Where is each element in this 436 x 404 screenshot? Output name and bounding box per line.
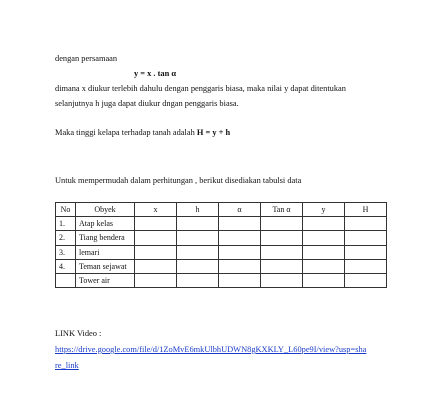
video-link[interactable]: https://drive.google.com/file/d/1ZoMvE6mkUlbhUDWN8gKXKLY_L60pe9I/view?usp=sha: [55, 345, 367, 354]
table-cell: 3.: [56, 245, 76, 259]
table-cell: [303, 217, 345, 231]
table-cell: Tower air: [76, 273, 135, 287]
table-cell: [135, 259, 177, 273]
table-cell: Atap kelas: [76, 217, 135, 231]
table-cell: [345, 273, 387, 287]
paragraph-line: selanjutnya h juga dapat diukur dngan penggaris biasa.: [55, 99, 239, 108]
table-cell: [177, 273, 219, 287]
link-label: LINK Video :: [55, 329, 102, 338]
height-statement-text: Maka tinggi kelapa terhadap tanah adalah: [55, 128, 197, 137]
table-cell: [177, 245, 219, 259]
table-cell: Tiang bendera: [76, 231, 135, 245]
table-cell: [303, 231, 345, 245]
table-header-row: [56, 203, 387, 217]
header-cell: y: [303, 203, 345, 217]
paragraph-line: dimana x diukur terlebih dahulu dengan penggaris biasa, maka nilai y dapat ditentukan: [55, 84, 346, 93]
table-cell: [345, 259, 387, 273]
table-cell: [303, 259, 345, 273]
table-cell: [261, 273, 303, 287]
height-formula: H = y + h: [196, 128, 231, 137]
table-row: [56, 217, 387, 231]
table-cell: [135, 245, 177, 259]
intro-line: dengan persamaan: [55, 54, 118, 63]
table-cell: Teman sejawat: [76, 259, 135, 273]
header-cell: Obyek: [76, 203, 135, 217]
table-cell: [56, 273, 76, 287]
table-cell: lemari: [76, 245, 135, 259]
header-cell: α: [219, 203, 261, 217]
table-cell: [345, 217, 387, 231]
table-cell: [261, 245, 303, 259]
table-cell: [177, 259, 219, 273]
header-cell: h: [177, 203, 219, 217]
height-statement: [55, 127, 230, 138]
table-cell: [261, 259, 303, 273]
header-cell: x: [135, 203, 177, 217]
table-row: [56, 231, 387, 245]
header-cell: Tan α: [261, 203, 303, 217]
header-cell: H: [345, 203, 387, 217]
table-cell: 1.: [56, 217, 76, 231]
table-cell: [219, 245, 261, 259]
table-cell: [135, 231, 177, 245]
table-cell: [261, 231, 303, 245]
table-cell: [303, 245, 345, 259]
data-table: [55, 202, 387, 288]
table-cell: [177, 217, 219, 231]
table-cell: [345, 245, 387, 259]
table-intro: Untuk mempermudah dalam perhitungan , berikut disediakan tabulsi data: [55, 176, 302, 185]
table-cell: [219, 231, 261, 245]
table-cell: [261, 217, 303, 231]
table-cell: 2.: [56, 231, 76, 245]
table-cell: [135, 217, 177, 231]
table-cell: [219, 217, 261, 231]
table-cell: 4.: [56, 259, 76, 273]
table-cell: [135, 273, 177, 287]
table-cell: [177, 231, 219, 245]
table-cell: [219, 259, 261, 273]
table-row: [56, 259, 387, 273]
table-cell: [303, 273, 345, 287]
table-row: [56, 245, 387, 259]
header-cell: No: [56, 203, 76, 217]
equation: y = x . tan α: [134, 69, 177, 78]
video-link-continued[interactable]: re_link: [55, 361, 79, 370]
table-row: [56, 273, 387, 287]
table-cell: [345, 231, 387, 245]
table-cell: [219, 273, 261, 287]
